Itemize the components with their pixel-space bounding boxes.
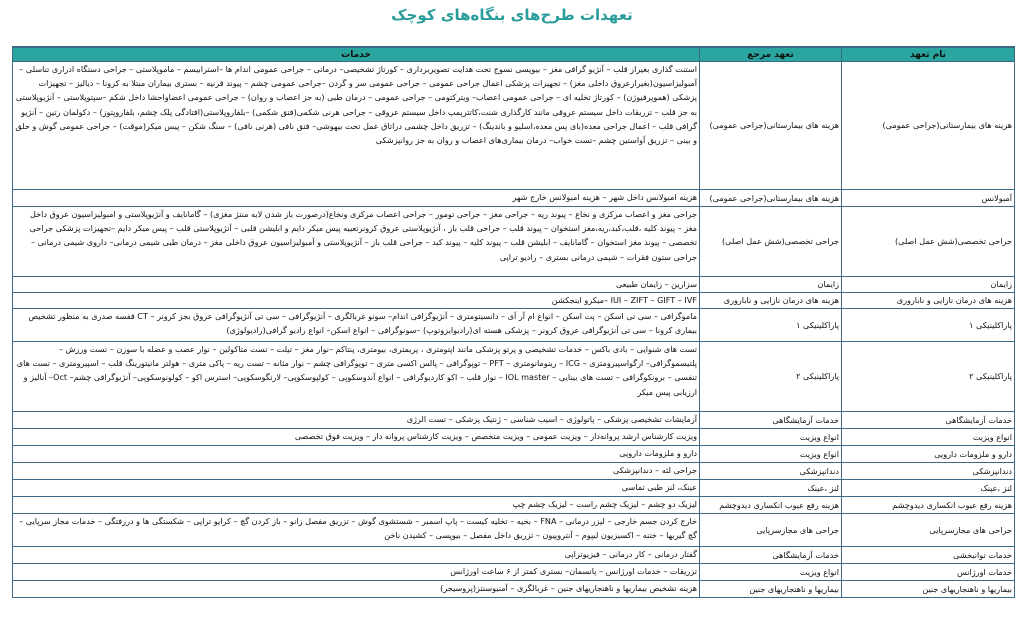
commitment-name: جراحی های مجازسرپایی: [842, 514, 1015, 547]
commitment-services: هزینه تشخیص بیماریها و ناهنجاریهای جنین – غربالگری – آمنیوسنتز(پروسیجر): [13, 581, 700, 598]
commitment-reference: خدمات آزمایشگاهی: [700, 547, 842, 564]
commitment-services: ویزیت کارشناس ارشد پروانه‌دار – ویزیت عمومی – ویزیت متخصص – ویزیت کارشناس پروانه دار – ویزیت فوق تخصصی: [13, 429, 700, 446]
commitment-reference: زایمان: [700, 277, 842, 293]
table-row: [13, 412, 1015, 429]
commitment-reference: انواع ویزیت: [700, 564, 842, 581]
commitment-name: هزینه های بیمارستانی(جراحی عمومی): [842, 62, 1015, 190]
commitment-services: ماموگرافی – سی تی اسکن – پت اسکن – انواع ام آر آی – دانسیتومتری – آنژیوگرافی اندام– سونو غربالگری – آنژیوگرافی – سی تی آنژیوگرافی عروق بجز کرونر – CT قفسه صدری به منظور تشخیص بیماری کرونا – سی تی آنژیوگرافی عروق کرونر – پزشکی هسته ای(رادیوایزوتوپ) –سونوگرافی – انواع اسکن– انواع رادیو گرافی(رادیولوژی): [13, 309, 700, 342]
table-row: [13, 277, 1015, 293]
commitment-reference: هزینه رفع عیوب انکساری دیدوچشم: [700, 497, 842, 514]
table-row: [13, 309, 1015, 342]
table-body: [13, 62, 1015, 598]
table-row: [13, 342, 1015, 412]
table-row: [13, 429, 1015, 446]
commitment-reference: هزینه های بیمارستانی(جراحی عمومی): [700, 62, 842, 190]
commitment-reference: انواع ویزیت: [700, 429, 842, 446]
commitment-services: دارو و ملزومات دارویی: [13, 446, 700, 463]
commitment-services: گفتار درمانی – کار درمانی – فیزیوتراپی: [13, 547, 700, 564]
header-reference: تعهد مرجع: [700, 47, 842, 62]
header-name: نام تعهد: [842, 47, 1015, 62]
commitment-services: تزریقات – خدمات اورژانس – پانسمان– بستری کمتر از ۶ ساعت اورژانس: [13, 564, 700, 581]
commitment-services: خارج کردن جسم خارجی – لیزر درمانی – FNA – بخیه – تخلیه کیست – پاپ اسمیر – شستشوی گوش – تزریق مفصل زانو – باز کردن گچ – کرایو تراپی – شکستگی ها و دررفتگی – خدمات مجاز سرپایی – گچ گیریها – ختنه – اکسیزیون لیپوم – آنتروپیون – تزریق داخل مفصل – بیوپسی – کشیدن ناخن: [13, 514, 700, 547]
commitment-reference: انواع ویزیت: [700, 446, 842, 463]
commitment-name: خدمات آزمایشگاهی: [842, 412, 1015, 429]
commitment-name: خدمات توانبخشی: [842, 547, 1015, 564]
commitment-name: آمبولانس: [842, 190, 1015, 207]
commitment-reference: پاراکلینیکی ۲: [700, 342, 842, 412]
commitment-name: انواع ویزیت: [842, 429, 1015, 446]
table-row: [13, 564, 1015, 581]
commitment-reference: جراحی های مجازسرپایی: [700, 514, 842, 547]
commitment-name: هزینه های درمان نازایی و ناباروری: [842, 293, 1015, 309]
commitment-services: جراحی مغز و اعصاب مرکزی و نخاع – پیوند ریه – جراحی مغز – جراحی تومور – جراحی اعصاب مرکزی ونخاع(درصورت باز شدن لایه مننژ مغزی) – گامانایف و آنژیوپلاستی و امبولیزاسیون عروق داخل مغز – پیوند کلیه ،قلب،کبد،ریه،مغز استخوان – پیوند قلب – جراحی قلب باز ، آنژیوپلاستی عروق کرونرتعبیه پیس میکر دایم و ابلیشن قلبی – آنژیوپلاستی قلب – پیس میکر دایم –تجهیزات پزشکی جراحی تخصصی – پیوند مغز استخوان – گامانایف – ابلیشن قلب – پیوند کلیه – پیوند کبد – جراحی قلب باز – آنژیوپلاستی و آمبولیزاسیون عروق داخلی مغز – درمان طبی شیمی درمانی– داروی شیمی درمانی –جراحی ستون فقرات – شیمی درمانی بستری – رادیو تراپی: [13, 207, 700, 277]
table-header-row: [13, 47, 1015, 62]
commitment-name: پاراکلینیکی ۱: [842, 309, 1015, 342]
commitment-reference: پاراکلینیکی ۱: [700, 309, 842, 342]
commitment-reference: جراحی تخصصی(شش عمل اصلی): [700, 207, 842, 277]
table-row: [13, 514, 1015, 547]
commitments-table: [12, 46, 1015, 598]
commitment-services: تست های شنوایی – بادی باکس – خدمات تشخیصی و پرتو پزشکی مانند اپتومتری ، پریمتری، بیومتری، پنتاکم –نوار مغز – تیلت – تست متاکولین – نوار عصب و عضله با سوزن – تست ورزش – پلتیسموگرافی– ارگواسپیرومتری – ICG – رینومانومتری – PFT – توپوگرافی – پالس اکسی متری – توپوگرافی چشم – نوار مثانه – تست ریه – پاکی متری – هولتر مانیتورینگ قلب – اسپیرومتری – تست های تنفسی – برونکوگرافی – تست های بینایی – IOL master – نوار قلب – اکو کاردیوگرافی – انواع آندوسکوپی – کولپوسکوپی– لارنگوسکوپی– استرس اکو – کولونوسکوپی– آنژیوگرافی چشم– Oct– آنالیز و ارزیابی پیس میکر: [13, 342, 700, 412]
commitment-name: دارو و ملزومات دارویی: [842, 446, 1015, 463]
commitment-services: جراحی لثه – دندانپزشکی: [13, 463, 700, 480]
header-services: خدمات: [13, 47, 700, 62]
table-row: [13, 446, 1015, 463]
commitment-name: خدمات اورژانس: [842, 564, 1015, 581]
commitment-services: IUI – ZIFT – GIFT – IVF –میکرو اینجکشن: [13, 293, 700, 309]
table-row: [13, 62, 1015, 190]
commitment-name: لنز ،عینک: [842, 480, 1015, 497]
table-row: [13, 293, 1015, 309]
commitment-reference: هزینه های بیمارستانی(جراحی عمومی): [700, 190, 842, 207]
commitment-reference: خدمات آزمایشگاهی: [700, 412, 842, 429]
commitment-reference: هزینه های درمان نازایی و ناباروری: [700, 293, 842, 309]
table-row: [13, 547, 1015, 564]
page-title: تعهدات طرح‌های بنگاه‌های کوچک: [391, 6, 633, 24]
commitment-name: زایمان: [842, 277, 1015, 293]
commitment-reference: لنز ،عینک: [700, 480, 842, 497]
commitment-name: هزینه رفع عیوب انکساری دیدوچشم: [842, 497, 1015, 514]
commitment-name: پاراکلینیکی ۲: [842, 342, 1015, 412]
table-row: [13, 581, 1015, 598]
commitment-name: دندانپزشکی: [842, 463, 1015, 480]
commitment-name: جراحی تخصصی(شش عمل اصلی): [842, 207, 1015, 277]
table-row: [13, 497, 1015, 514]
table-row: [13, 463, 1015, 480]
commitment-services: آزمایشات تشخیصی پزشکی – پاتولوژی – اسیب شناسی – ژنتیک پزشکی – تست الرژی: [13, 412, 700, 429]
commitment-services: عینک، لنز طبی تماسی: [13, 480, 700, 497]
commitment-reference: دندانپزشکی: [700, 463, 842, 480]
commitment-services: سزارین – زایمان طبیعی: [13, 277, 700, 293]
commitment-reference: بیماریها و ناهنجاریهای جنین: [700, 581, 842, 598]
commitment-services: لیزیک دو چشم – لیزیک چشم راست – لیزیک چشم چپ: [13, 497, 700, 514]
table-row: [13, 190, 1015, 207]
commitment-services: هزینه امبولانس داخل شهر – هزینه امبولانس خارج شهر: [13, 190, 700, 207]
commitment-name: بیماریها و ناهنجاریهای جنین: [842, 581, 1015, 598]
commitment-services: استنت گذاری بغیراز قلب – آنژیو گرافی مغز – بیوپسی نسوج تحت هدایت تصویربرداری – کورتاژ تشخیصی– درمانی – جراحی عمومی اندام ها –استرابیسم – ماموپلاستی – جراحی دستگاه ادراری تناسلی – آمبولیزاسیون(بغیرازعروق داخلی مغز) – تجهیزات پزشکی اعمال جراحی عمومی – جراحی عمومی سر و گردن –جراحی عمومی چشم – پیوند قرنیه – بستری بیماران مبتلا به کرونا – دیالیز – تجهیزات پزشکی (هموپرفیوژن) – کورتاژ تخلیه ای – جراحی عمومی اعصاب– ویترکتومی – جراحی عمومی – درمان طبی (به جز اعصاب و روان) – جراحی عمومی اعضاواحشا داخل شکم –سپتوپلاستی – آنژیوپلاستی به جز قلب – تزریقات داخل سیستم عروقی مانند کارگذاری شنت،کاتترپمپ داخل سیستم عروقی – جراحی هرنی شکمی(فتق شکمی) –بلفاروپلاستی(افتادگی پلک چشم، بلفاروپتوز) – دکولمان رتین – آنژیو گرافی قلب – اعمال جراحی معده(بای پس معده،اسلیو و باندینگ) – تزریق داخل چشمی دراتاق عمل تحت بیهوشی– فتق نافی (هرنی نافی) – سنگ شکن – پیس میکر(موقت) – جراحی عمومی گوش و حلق و بینی – تزریق آواستین چشم –تست خواب– درمان بیماری‌های اعصاب و روان به جز روانپزشکی: [13, 62, 700, 190]
table-row: [13, 207, 1015, 277]
table-row: [13, 480, 1015, 497]
